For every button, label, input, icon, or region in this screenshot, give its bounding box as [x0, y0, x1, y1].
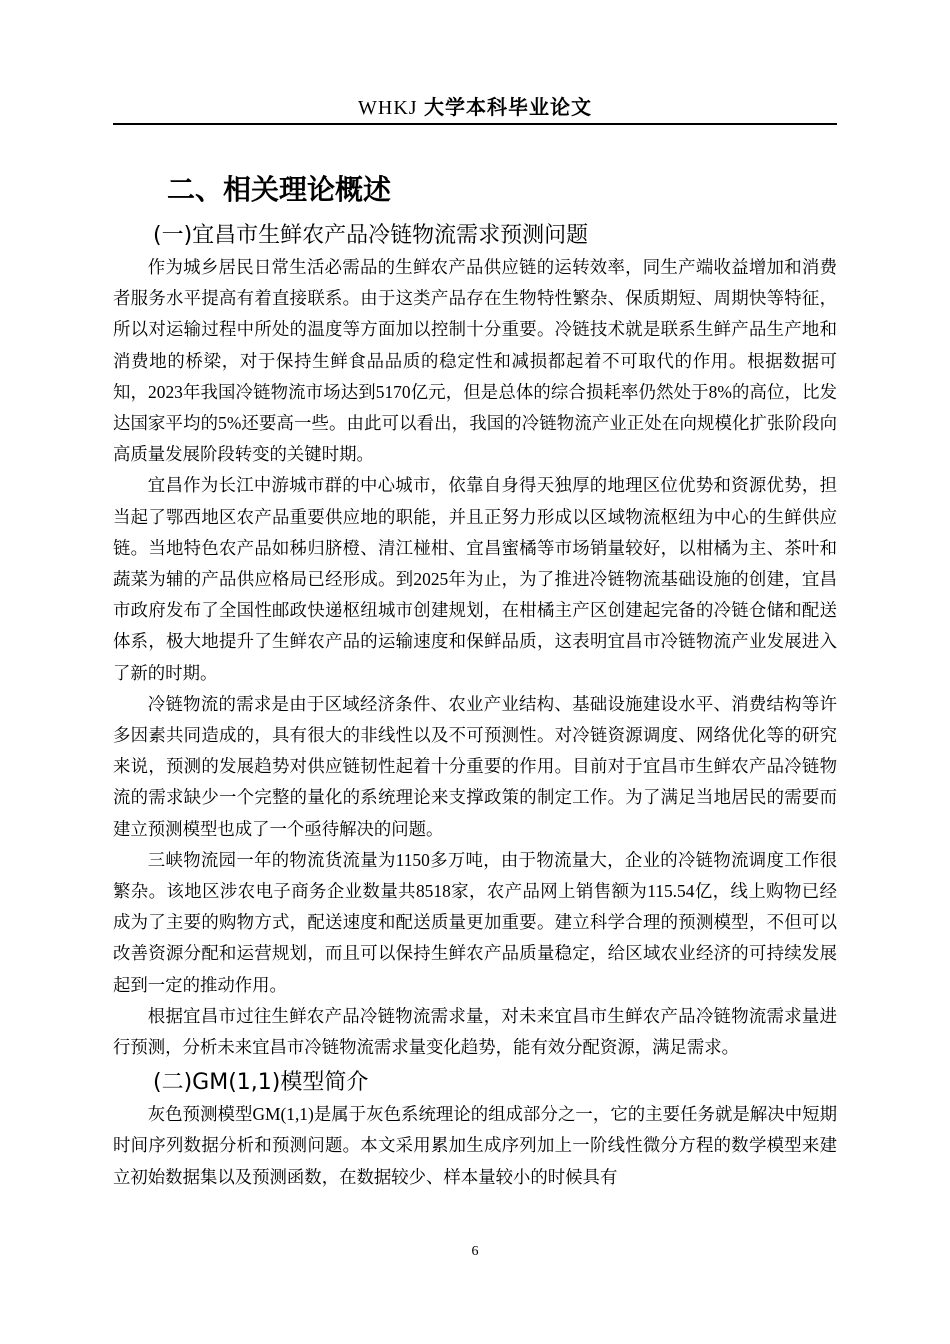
page-number: 6 [471, 1244, 479, 1259]
subsection-title-2: (二)GM(1,1)模型简介 [153, 1070, 369, 1096]
paragraph: 冷链物流的需求是由于区域经济条件、农业产业结构、基础设施建设水平、消费结构等许多因素共同造成的，具有很大的非线性以及不可预测性。对冷链资源调度、网络优化等的研究来说，预测的发展趋势对供应链韧性起着十分重要的作用。目前对于宜昌市生鲜农产品冷链物流的需求缺少一个完整的量化的系统理论来支撑政策的制定工作。为了满足当地居民的需要而建立预测模型也成了一个亟待解决的问题。 [113, 693, 837, 839]
page-content [113, 166, 837, 1193]
paragraph: 根据宜昌市过往生鲜农产品冷链物流需求量，对未来宜昌市生鲜农产品冷链物流需求量进行预测，分析未来宜昌市冷链物流需求量变化趋势，能有效分配资源，满足需求。 [113, 1005, 837, 1058]
page-header [113, 92, 837, 122]
paragraph: 宜昌作为长江中游城市群的中心城市，依靠自身得天独厚的地理区位优势和资源优势，担当起了鄂西地区农产品重要供应地的职能，并且正努力形成以区域物流枢纽为中心的生鲜供应链。当地特色农产品如秭归脐橙、清江椪柑、宜昌蜜橘等市场销量较好，以柑橘为主、茶叶和蔬菜为辅的产品供应格局已经形成。到2025年为止，为了推进冷链物流基础设施的创建，宜昌市政府发布了全国性邮政快递枢纽城市创建规划，在柑橘主产区创建起完备的冷链仓储和配送体系，极大地提升了生鲜农产品的运输速度和保鲜品质，这表明宜昌市冷链物流产业发展进入了新的时期。 [113, 475, 837, 683]
header-title-text: 大学本科毕业论文 [423, 95, 592, 119]
header-rule [113, 123, 837, 125]
paragraph: 作为城乡居民日常生活必需品的生鲜农产品供应链的运转效率，同生产端收益增加和消费者服务水平提高有着直接联系。由于这类产品存在生物特性繁杂、保质期短、周期快等特征，所以对运输过程中所处的温度等方面加以控制十分重要。冷链技术就是联系生鲜产品生产地和消费地的桥梁，对于保持生鲜食品品质的稳定性和减损都起着不可取代的作用。根据数据可知，2023年我国冷链物流市场达到5170亿元，但是总体的综合损耗率仍然处于8%的高位，比发达国家平均的5%还要高一些。由此可以看出，我国的冷链物流产业正处在向规模化扩张阶段向高质量发展阶段转变的关键时期。 [113, 257, 837, 465]
paragraph: 三峡物流园一年的物流货流量为1150多万吨，由于物流量大，企业的冷链物流调度工作很繁杂。该地区涉农电子商务企业数量共8518家，农产品网上销售额为115.54亿，线上购物已经成为了主要的购物方式，配送速度和配送质量更加重要。建立科学合理的预测模型，不但可以改善资源分配和运营规划，而且可以保持生鲜农产品质量稳定，给区域农业经济的可持续发展起到一定的推动作用。 [113, 849, 837, 995]
subsection-title-1: (一)宜昌市生鲜农产品冷链物流需求预测问题 [153, 223, 589, 248]
section-title: 二、相关理论概述 [167, 173, 392, 206]
paragraph: 灰色预测模型GM(1,1)是属于灰色系统理论的组成部分之一，它的主要任务就是解决中短期时间序列数据分析和预测问题。本文采用累加生成序列加上一阶线性微分方程的数学模型来建立初始数据集以及预测函数，在数据较少、样本量较小的时候具有 [113, 1104, 837, 1187]
header-latin-text: WHKJ [358, 97, 418, 119]
